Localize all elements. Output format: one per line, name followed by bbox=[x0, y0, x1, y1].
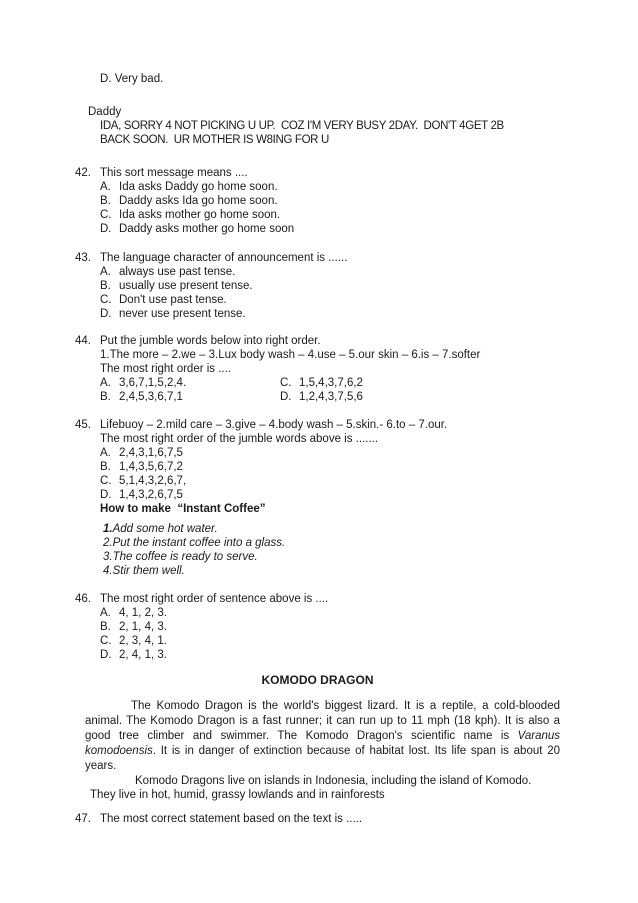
option-text: 2,4,3,1,6,7,5 bbox=[119, 447, 183, 459]
option-letter: C. bbox=[100, 635, 112, 647]
procedure-step-2 bbox=[103, 536, 560, 550]
option-letter: D. bbox=[100, 489, 112, 501]
option-text: always use past tense. bbox=[119, 266, 236, 278]
passage-paragraph-1 bbox=[85, 699, 560, 774]
question-45-jumbled-words: Lifebuoy – 2.mild care – 3.give – 4.body wash – 5.skin.- 6.to – 7.our. bbox=[100, 419, 448, 431]
question-45-prompt: The most right order of the jumble words above is ....... bbox=[100, 433, 379, 445]
question-44-options bbox=[100, 376, 560, 404]
option-letter: A. bbox=[100, 266, 111, 278]
option-letter: D. bbox=[100, 308, 112, 320]
question-44-option-b bbox=[100, 390, 280, 404]
question-42-body bbox=[100, 166, 560, 236]
question-46-option-d bbox=[100, 648, 560, 662]
step-number: 4. bbox=[103, 565, 113, 577]
question-42-option-d bbox=[100, 222, 560, 236]
sms-line-1: IDA, SORRY 4 NOT PICKING U UP. COZ I'M VERY BUSY 2DAY. DON'T 4GET 2B bbox=[100, 120, 504, 132]
question-44-option-d bbox=[280, 390, 560, 404]
question-45-option-b bbox=[100, 460, 560, 474]
step-number: 2. bbox=[103, 537, 113, 549]
paragraph-text: . It is in danger of extinction because of habitat lost. Its life span is about 20 years. bbox=[85, 745, 560, 772]
option-letter: C. bbox=[100, 294, 112, 306]
question-46 bbox=[75, 592, 560, 662]
option-letter: C. bbox=[100, 209, 112, 221]
option-letter: C. bbox=[100, 475, 112, 487]
procedure-step-4 bbox=[103, 564, 560, 578]
question-45-number: 45. bbox=[75, 419, 91, 431]
question-42-option-b bbox=[100, 194, 560, 208]
option-letter: C. bbox=[280, 377, 292, 389]
option-letter: A. bbox=[100, 377, 111, 389]
question-47 bbox=[75, 812, 560, 826]
question-42-text: This sort message means .... bbox=[100, 167, 248, 179]
option-letter: B. bbox=[100, 195, 111, 207]
procedure-step-1 bbox=[103, 522, 560, 536]
question-46-option-b bbox=[100, 620, 560, 634]
reading-passage bbox=[75, 673, 560, 802]
step-text: Add some hot water. bbox=[112, 523, 218, 535]
question-47-number: 47. bbox=[75, 813, 91, 825]
option-letter: D. bbox=[100, 223, 112, 235]
option-letter: B. bbox=[100, 621, 111, 633]
question-43-text: The language character of announcement is ...... bbox=[100, 252, 348, 264]
option-text: never use present tense. bbox=[119, 308, 246, 320]
option-letter: A. bbox=[100, 181, 111, 193]
option-letter: D. bbox=[100, 649, 112, 661]
question-44-jumbled-words: 1.The more – 2.we – 3.Lux body wash – 4.use – 5.our skin – 6.is – 7.softer bbox=[100, 349, 481, 361]
question-44-prompt: The most right order is .... bbox=[100, 363, 232, 375]
option-letter: B. bbox=[100, 280, 111, 292]
question-45-option-c bbox=[100, 474, 560, 488]
question-47-text: The most correct statement based on the text is ..... bbox=[100, 813, 363, 825]
scientific-name: Varanus komodoensis bbox=[85, 730, 560, 757]
passage-paragraph-3: They live in hot, humid, grassy lowlands and in rainforests bbox=[90, 789, 385, 801]
option-text: 4, 1, 2, 3. bbox=[119, 607, 167, 619]
options-left-column bbox=[100, 376, 280, 404]
question-42-number: 42. bbox=[75, 167, 91, 179]
question-46-body bbox=[100, 592, 560, 662]
option-text: 5,1,4,3,2,6,7, bbox=[119, 475, 187, 487]
option-text: 1,4,3,2,6,7,5 bbox=[119, 489, 183, 501]
question-43-number: 43. bbox=[75, 252, 91, 264]
question-46-option-a bbox=[100, 606, 560, 620]
option-text: 2,4,5,3,6,7,1 bbox=[119, 391, 183, 403]
question-43-option-b bbox=[100, 279, 560, 293]
option-text: Ida asks mother go home soon. bbox=[119, 209, 281, 221]
question-44-number: 44. bbox=[75, 335, 91, 347]
procedure-step-3 bbox=[103, 550, 560, 564]
option-letter: A. bbox=[100, 447, 111, 459]
option-letter: B. bbox=[100, 461, 111, 473]
option-letter: B. bbox=[100, 391, 111, 403]
option-text: 1,4,3,5,6,7,2 bbox=[119, 461, 183, 473]
question-42 bbox=[75, 166, 560, 236]
question-43-option-a bbox=[100, 265, 560, 279]
question-44-option-a bbox=[100, 376, 280, 390]
option-text: 2, 4, 1, 3. bbox=[119, 649, 167, 661]
procedure-title: How to make “Instant Coffee” bbox=[100, 503, 266, 515]
option-text: Ida asks Daddy go home soon. bbox=[119, 181, 278, 193]
option-text: 3,6,7,1,5,2,4. bbox=[119, 377, 187, 389]
step-number: 3. bbox=[103, 551, 113, 563]
step-text: Stir them well. bbox=[112, 565, 185, 577]
question-42-option-c bbox=[100, 208, 560, 222]
sms-message-block bbox=[88, 105, 560, 147]
question-44 bbox=[75, 334, 560, 404]
question-46-text: The most right order of sentence above is .... bbox=[100, 593, 329, 605]
passage-paragraph-2: Komodo Dragons live on islands in Indonesia, including the island of Komodo. bbox=[135, 775, 532, 787]
option-text: Don't use past tense. bbox=[119, 294, 227, 306]
question-43-body bbox=[100, 251, 560, 321]
step-text: Put the instant coffee into a glass. bbox=[112, 537, 286, 549]
question-43-option-c bbox=[100, 293, 560, 307]
procedure-steps bbox=[103, 522, 560, 578]
question-45-option-d bbox=[100, 488, 560, 502]
question-45-option-a bbox=[100, 446, 560, 460]
option-letter: D. bbox=[280, 391, 292, 403]
step-number: 1. bbox=[103, 523, 113, 535]
question-47-body bbox=[100, 812, 560, 826]
question-43-option-d bbox=[100, 307, 560, 321]
paragraph-text: The Komodo Dragon is the world's biggest lizard. It is a reptile, a cold-blooded animal. The Komodo Dragon is a fast runner; it can run up to 11 mph (18 kph). It is also a good tree climber and swimmer. The Komodo Dragon's scientific name is bbox=[85, 700, 560, 742]
previous-question-option-d: D. Very bad. bbox=[100, 73, 164, 85]
step-text: The coffee is ready to serve. bbox=[112, 551, 258, 563]
sms-line-2: BACK SOON. UR MOTHER IS W8ING FOR U bbox=[100, 134, 329, 146]
sms-body bbox=[100, 119, 560, 147]
options-right-column bbox=[280, 376, 560, 404]
option-text: 2, 1, 4, 3. bbox=[119, 621, 167, 633]
option-letter: A. bbox=[100, 607, 111, 619]
question-46-option-c bbox=[100, 634, 560, 648]
question-45 bbox=[75, 418, 560, 578]
option-text: Daddy asks mother go home soon bbox=[119, 223, 295, 235]
passage-title: KOMODO DRAGON bbox=[261, 673, 374, 687]
question-44-body bbox=[100, 334, 560, 404]
question-44-option-c bbox=[280, 376, 560, 390]
sms-sender: Daddy bbox=[88, 106, 122, 118]
option-text: 2, 3, 4, 1. bbox=[119, 635, 167, 647]
option-text: usually use present tense. bbox=[119, 280, 253, 292]
question-45-body bbox=[100, 418, 560, 578]
option-text: 1,2,4,3,7,5,6 bbox=[299, 391, 363, 403]
option-text: Daddy asks Ida go home soon. bbox=[119, 195, 278, 207]
question-42-option-a bbox=[100, 180, 560, 194]
question-46-number: 46. bbox=[75, 593, 91, 605]
option-text: 1,5,4,3,7,6,2 bbox=[299, 377, 363, 389]
question-44-text: Put the jumble words below into right order. bbox=[100, 335, 321, 347]
question-43 bbox=[75, 251, 560, 321]
